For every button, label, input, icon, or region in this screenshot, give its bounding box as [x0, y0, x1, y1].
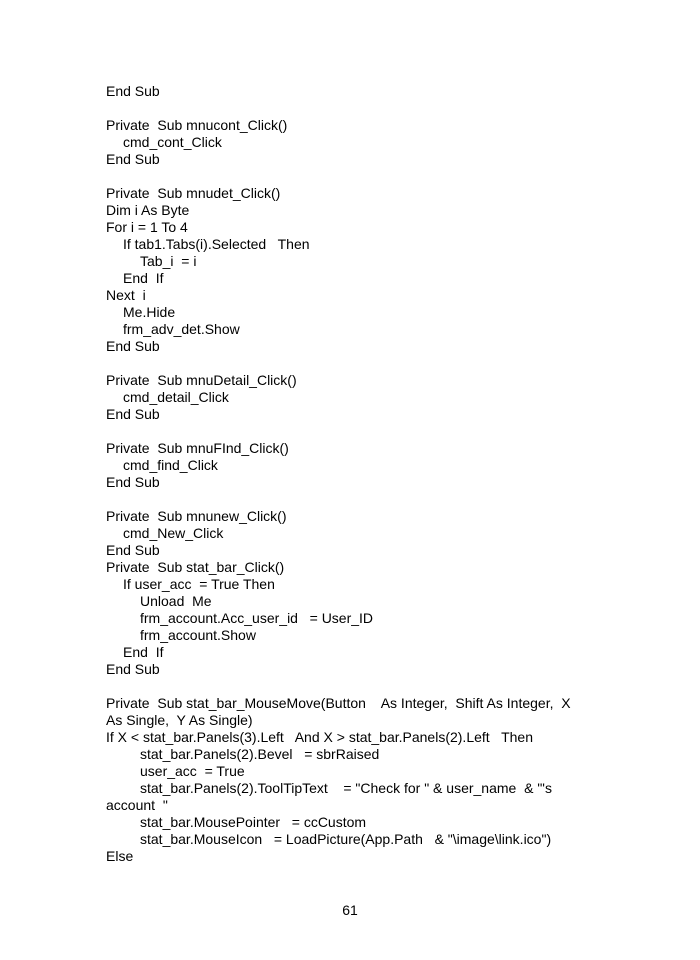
code-line: stat_bar.Panels(2).ToolTipText = "Check for " & user_name & "'s: [140, 780, 552, 796]
code-line: frm_account.Show: [140, 627, 256, 643]
code-line: [106, 423, 606, 440]
code-line: End If: [123, 644, 164, 660]
code-line: Private Sub stat_bar_Click(): [106, 559, 285, 575]
code-line: Private Sub mnunew_Click(): [106, 508, 287, 524]
code-listing: [106, 83, 606, 865]
code-line: cmd_detail_Click: [123, 389, 229, 405]
code-line: Me.Hide: [123, 304, 176, 320]
code-line: cmd_New_Click: [123, 525, 224, 541]
code-line: stat_bar.Panels(2).Bevel = sbrRaised: [140, 746, 380, 762]
code-line: Dim i As Byte: [106, 202, 190, 218]
code-line: If X < stat_bar.Panels(3).Left And X > stat_bar.Panels(2).Left Then: [106, 729, 533, 745]
code-line: For i = 1 To 4: [106, 219, 188, 235]
code-line: stat_bar.MousePointer = ccCustom: [140, 814, 367, 830]
code-line: End Sub: [106, 151, 160, 167]
code-line: End If: [123, 270, 164, 286]
code-line: Tab_i = i: [140, 253, 197, 269]
code-line: Private Sub stat_bar_MouseMove(Button As Integer, Shift As Integer, X: [106, 695, 571, 711]
code-line: Unload Me: [140, 593, 212, 609]
code-line: [106, 678, 606, 695]
code-line: [106, 100, 606, 117]
code-line: End Sub: [106, 338, 160, 354]
code-line: Private Sub mnudet_Click(): [106, 185, 281, 201]
code-line: Private Sub mnucont_Click(): [106, 117, 288, 133]
code-line: Else: [106, 848, 134, 864]
code-line: [106, 168, 606, 185]
code-line: End Sub: [106, 474, 160, 490]
code-line: cmd_cont_Click: [123, 134, 222, 150]
code-line: [106, 491, 606, 508]
page-number: 61: [342, 902, 358, 918]
code-line: If tab1.Tabs(i).Selected Then: [123, 236, 310, 252]
code-line: frm_adv_det.Show: [123, 321, 240, 337]
code-line: End Sub: [106, 542, 160, 558]
code-line: Private Sub mnuDetail_Click(): [106, 372, 297, 388]
code-line: [106, 355, 606, 372]
code-line: End Sub: [106, 406, 160, 422]
code-line: user_acc = True: [140, 763, 245, 779]
code-line: Next i: [106, 287, 146, 303]
code-line: If user_acc = True Then: [123, 576, 275, 592]
code-line: End Sub: [106, 661, 160, 677]
code-line: Private Sub mnuFInd_Click(): [106, 440, 289, 456]
code-line: cmd_find_Click: [123, 457, 218, 473]
code-line: stat_bar.MouseIcon = LoadPicture(App.Path & "\image\link.ico"): [140, 831, 552, 847]
code-line: frm_account.Acc_user_id = User_ID: [140, 610, 374, 626]
code-line: End Sub: [106, 83, 160, 99]
code-line: account ": [106, 797, 168, 813]
code-line: As Single, Y As Single): [106, 712, 253, 728]
